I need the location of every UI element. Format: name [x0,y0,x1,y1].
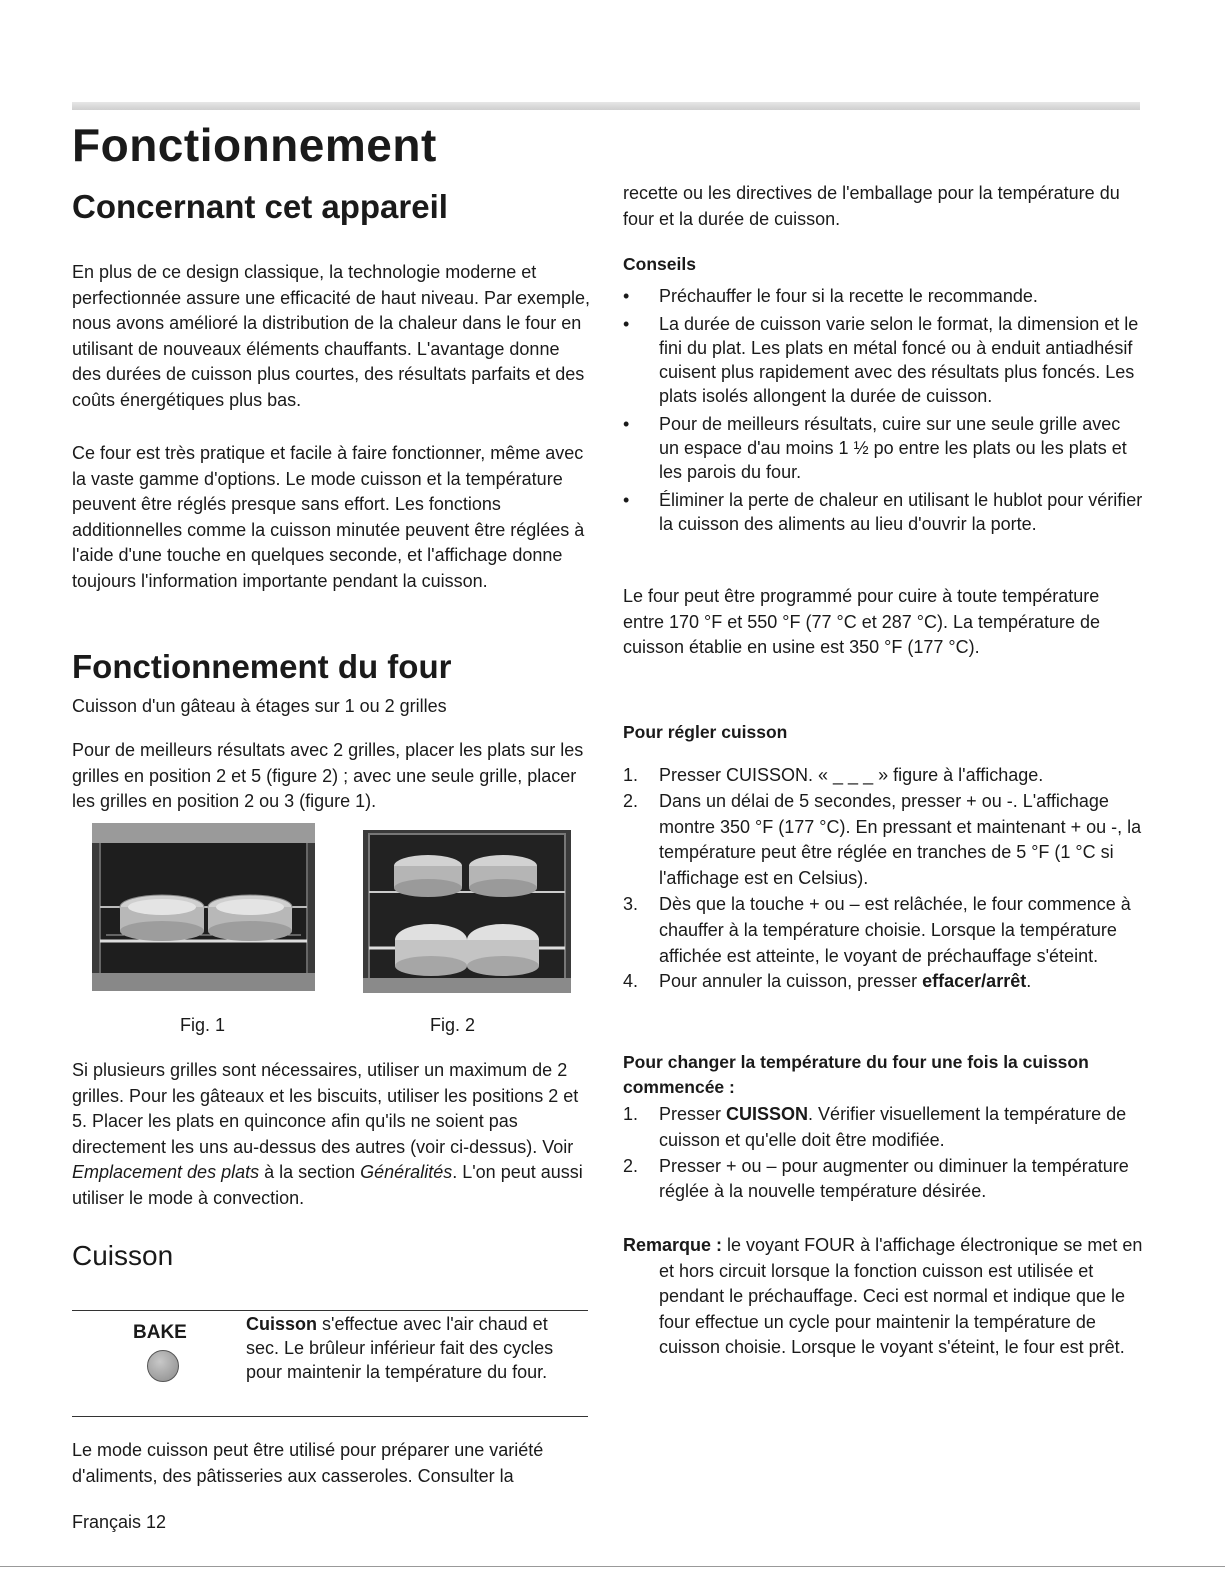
four-subtitle: Cuisson d'un gâteau à étages sur 1 ou 2 grilles [72,696,447,716]
header-rule [72,102,1140,110]
step-text: Presser + ou – pour augmenter ou diminuer la température réglée à la nouvelle température désirée. [659,1155,1129,1202]
step-number: 4. [623,971,639,992]
step-text: Presser CUISSON. « _ _ _ » figure à l'affichage. [659,765,1044,785]
conseil-text: La durée de cuisson varie selon le format, la dimension et le fini du plat. Les plats en métal foncé ou à enduit antiadhésif cuisent plus rapidement avec des résultats plus foncés. Les plats isolés allongent la durée de cuisson. [659,314,1139,406]
bake-description-bold: Cuisson [246,1314,318,1334]
list-item [623,892,1143,969]
list-item [623,969,1143,995]
conseil-text: Pour de meilleurs résultats, cuire sur une seule grille avec un espace d'au moins 1 ½ po entre les plats ou les plats et les parois du four. [659,414,1127,482]
page-title: Fonctionnement [72,119,437,171]
intro-paragraph-2: Ce four est très pratique et facile à faire fonctionner, même avec la vaste gamme d'options. Le mode cuisson et la température peuvent être réglés presque sans effort. Les fonctions additionnelles comme la cuisson minutée peuvent être réglées à l'aide d'une touche en quelques seconde, et l'affichage donne toujours l'information importante pendant la cuisson. [72,443,585,591]
cuisson-heading: Cuisson [72,1240,174,1271]
step-number: 2. [623,1155,639,1176]
list-item [623,312,1143,408]
step-text-a: Presser [659,1104,727,1124]
bake-button-icon [147,1350,179,1382]
figure-1-caption: Fig. 1 [180,1015,226,1035]
section-heading-appareil: Concernant cet appareil [72,188,448,225]
list-item [623,284,1143,308]
step-text-c: . [1026,971,1032,992]
right-continued-paragraph: recette ou les directives de l'emballage pour la température du four et la durée de cuisson. [623,183,1120,229]
regler-heading: Pour régler cuisson [623,722,788,742]
bake-description-text: s'effectue avec l'air chaud et sec. Le brûleur inférieur fait des cycles pour maintenir la température du four. [246,1314,554,1382]
intro-paragraph-1: En plus de ce design classique, la technologie moderne et perfectionnée assure une efficacité de haut niveau. Par exemple, nous avons amélioré la distribution de la chaleur dans le four en utilisant de nouveaux éléments chauffants. L'avantage donne des durées de cuisson plus courtes, des résultats parfaits et des coûts énergétiques plus bas. [72,262,591,410]
four-paragraph-2-b: à la section [259,1162,361,1182]
step-number: 1. [623,765,639,785]
link-generalites: Généralités [360,1162,453,1182]
link-emplacement-des-plats: Emplacement des plats [72,1162,260,1182]
temperature-range-paragraph: Le four peut être programmé pour cuire à toute température entre 170 °F et 550 °F (77 °C et 287 °C). La température de cuisson établie en usine est 350 °F (177 °C). [623,586,1101,657]
remarque-label: Remarque : [623,1235,723,1255]
figure-1-photo [92,823,315,991]
remarque-text: le voyant FOUR à l'affichage électronique se met en et hors circuit lorsque la fonction cuisson est utilisée et pendant le préchauffage. Ceci est normal et indique que le four effectue un cycle pour maintenir la température de cuisson choisie. Lorsque le voyant s'éteint, le four est prêt. [659,1235,1143,1357]
step-text-bold: effacer/arrêt [922,971,1027,992]
list-item [623,412,1143,484]
figure-2-photo [363,830,571,993]
step-text-a: Pour annuler la cuisson, presser [659,971,923,992]
step-text-c: . Vérifier visuellement la température de cuisson et qu'elle doit être modifiée. [659,1104,1127,1150]
step-text: Dans un délai de 5 secondes, presser + ou -. L'affichage montre 350 °F (177 °C). En pressant et maintenant + ou -, la température peut être réglée en tranches de 5 °F (1 °C si l'affichage est en Celsius). [659,790,1142,889]
section-heading-four: Fonctionnement du four [72,648,452,685]
four-paragraph-1: Pour de meilleurs résultats avec 2 grilles, placer les plats sur les grilles en position 2 et 5 (figure 2) ; avec une seule grille, placer les grilles en position 2 ou 3 (figure 1). [72,740,584,811]
bake-description [246,1312,576,1384]
list-item [623,763,1143,789]
bullet-icon: • [623,286,630,306]
regler-steps [623,763,1143,995]
list-item [623,789,1143,892]
bullet-icon: • [623,490,630,510]
step-text: Dès que la touche + ou – est relâchée, le four commence à chauffer à la température choisie. Lorsque la température affichée est atteinte, le voyant de préchauffage s'éteint. [659,893,1131,966]
oven-two-racks-image [363,830,571,993]
four-paragraph-2 [72,1058,592,1211]
changer-heading: Pour changer la température du four une fois la cuisson commencée : [623,1052,1089,1097]
page-bottom-rule [0,1566,1225,1567]
list-item [623,1154,1143,1206]
figure-2-caption: Fig. 2 [430,1015,476,1035]
step-text-bold: CUISSON [726,1104,809,1124]
four-paragraph-2-c: . L'on peut aussi utiliser le mode à convection. [72,1162,583,1208]
bake-label: BAKE [133,1322,187,1343]
list-item [623,1102,1143,1154]
oven-one-rack-image [92,823,315,991]
four-paragraph-2-a: Si plusieurs grilles sont nécessaires, utiliser un maximum de 2 grilles. Pour les gâteaux et les biscuits, utiliser les positions 2 et 5. Placer les plats en quinconce afin qu'ils ne soient pas directement les uns au-dessus des autres (voir ci-dessus). Voir [72,1060,579,1157]
conseil-text: Éliminer la perte de chaleur en utilisant le hublot pour vérifier la cuisson des aliments au lieu d'ouvrir la porte. [659,490,1143,534]
changer-steps [623,1102,1143,1205]
step-number: 2. [623,790,639,811]
conseils-heading: Conseils [623,254,696,274]
bullet-icon: • [623,414,630,434]
step-number: 3. [623,893,639,914]
remarque-note [623,1233,1143,1361]
page-footer: Français 12 [72,1512,167,1532]
step-number: 1. [623,1104,639,1124]
list-item [623,488,1143,536]
bullet-icon: • [623,314,630,334]
cuisson-paragraph: Le mode cuisson peut être utilisé pour préparer une variété d'aliments, des pâtisseries aux casseroles. Consulter la [72,1440,544,1486]
conseils-list [623,284,1143,540]
conseil-text: Préchauffer le four si la recette le recommande. [659,286,1038,306]
